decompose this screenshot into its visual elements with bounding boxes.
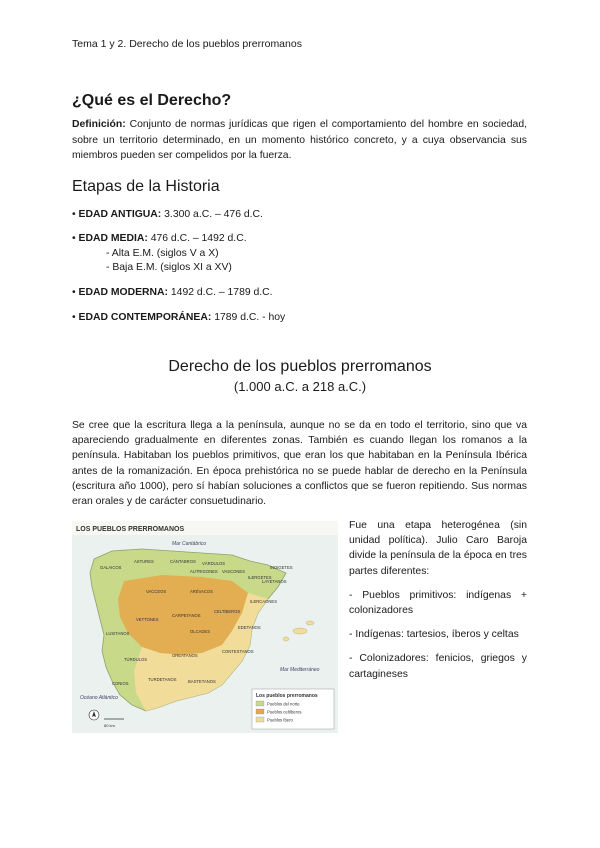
map-people-label: VÁRDULOS: [202, 561, 226, 566]
era-item: • EDAD MEDIA: 476 d.C. – 1492 d.C.: [72, 233, 247, 244]
map-people-label: CONTESTANOS: [222, 649, 254, 654]
section-subheading-dates: (1.000 a.C. a 218 a.C.): [233, 379, 367, 394]
legend-swatch: [256, 717, 264, 722]
map-people-label: VACCEOS: [146, 589, 167, 594]
scale-label: 80 km: [104, 723, 115, 728]
map-people-label: CARPETANOS: [172, 613, 201, 618]
side-paragraph: - Indígenas: tartesios, íberos y celtas: [349, 629, 519, 641]
era-item: • EDAD ANTIGUA: 3.300 a.C. – 476 d.C.: [72, 209, 263, 220]
map-people-label: ILERGETES: [248, 575, 272, 580]
map-people-label: BASTETANOS: [188, 679, 216, 684]
side-column: [349, 518, 527, 691]
map-people-label: AUTRIGONES: [190, 569, 218, 574]
definition-text: Conjunto de normas jurídicas que rigen el comportamiento del hombre en sociedad, sobre un territorio determinado, en un momento histórico concreto, y a cuya observancia sus miembros pueden ser compelidos por la fuerza.: [72, 119, 527, 161]
map-label-cantabrico: Mar Cantábrico: [172, 541, 207, 547]
map-people-label: TÚRDULOS: [124, 657, 148, 662]
legend-label: Pueblos íbero: [267, 717, 293, 723]
map-island: [293, 628, 307, 634]
map-people-label: CELTÍBEROS: [214, 609, 241, 614]
side-paragraph: Fue una etapa heterogénea (sin unidad política). Julio Caro Baroja divide la península de la época en tres partes diferentes:: [349, 520, 527, 577]
legend-swatch: [256, 701, 264, 706]
era-item: • EDAD CONTEMPORÁNEA: 1789 d.C. - hoy: [72, 312, 286, 323]
legend-swatch: [256, 709, 264, 714]
legend-title: Los pueblos prerromanos: [256, 693, 318, 699]
body-paragraph: Se cree que la escritura llega a la península, aunque no se da en todo el territorio, sino que va apareciendo gradualmente en diferentes zonas. También es cuando llegan los romanos a la península. Habitaban los pueblos primitivos, que eran los que habitaban en la Península Ibérica antes de la romanización. En época prehistórica no se puede hablar de derecho en la Península (escritura año 1000), pero sí habían soluciones a conflictos que se fueron repitiendo. Sus normas eran orales y de carácter consuetudinario.: [72, 420, 527, 508]
side-paragraph: - Colonizadores: fenicios, griegos y cartagineses: [349, 653, 527, 680]
prerroman-peoples-map: [72, 521, 338, 733]
section-heading-prerromanos: Derecho de los pueblos prerromanos: [168, 358, 432, 375]
era-subitem: - Baja E.M. (siglos XI a XV): [106, 262, 232, 273]
era-item: • EDAD MODERNA: 1492 d.C. – 1789 d.C.: [72, 287, 273, 298]
definition-paragraph: [72, 117, 527, 164]
legend-label: Pueblos del norte: [267, 701, 300, 707]
map-people-label: ILERCAONES: [250, 599, 277, 604]
legend-label: Pueblos celtíberos: [267, 709, 302, 715]
definition-label: Definición:: [72, 119, 126, 130]
map-island: [283, 637, 289, 641]
map-people-label: VASCONES: [222, 569, 245, 574]
map-people-label: TURDETANOS: [148, 677, 177, 682]
map-people-label: ARÉVACOS: [190, 589, 213, 594]
era-subitem: - Alta E.M. (siglos V a X): [106, 248, 219, 259]
map-people-label: CÁNTABROS: [170, 559, 196, 564]
section-heading-derecho: ¿Qué es el Derecho?: [72, 92, 232, 109]
map-title: LOS PUEBLOS PRERROMANOS: [76, 526, 185, 533]
map-people-label: GALAICOS: [100, 565, 122, 570]
map-people-label: LAYETANOS: [262, 579, 287, 584]
map-label-atlantico: Océano Atlántico: [80, 695, 118, 701]
side-paragraph: - Pueblos primitivos: indígenas + colonizadores: [349, 589, 527, 617]
section-heading-etapas: Etapas de la Historia: [72, 178, 220, 195]
map-people-label: LUSITANOS: [106, 631, 130, 636]
map-label-mediterraneo: Mar Mediterráneo: [280, 667, 320, 673]
map-people-label: OLCADES: [190, 629, 211, 634]
map-people-label: ASTURES: [134, 559, 154, 564]
page-header: Tema 1 y 2. Derecho de los pueblos prerromanos: [72, 38, 302, 50]
map-island: [306, 621, 314, 625]
map-people-label: CONIOS: [112, 681, 129, 686]
map-people-label: OREATANOS: [172, 653, 198, 658]
map-people-label: EDETANOS: [238, 625, 261, 630]
map-people-label: INDIGETES: [270, 565, 293, 570]
map-people-label: VETTONES: [136, 617, 159, 622]
